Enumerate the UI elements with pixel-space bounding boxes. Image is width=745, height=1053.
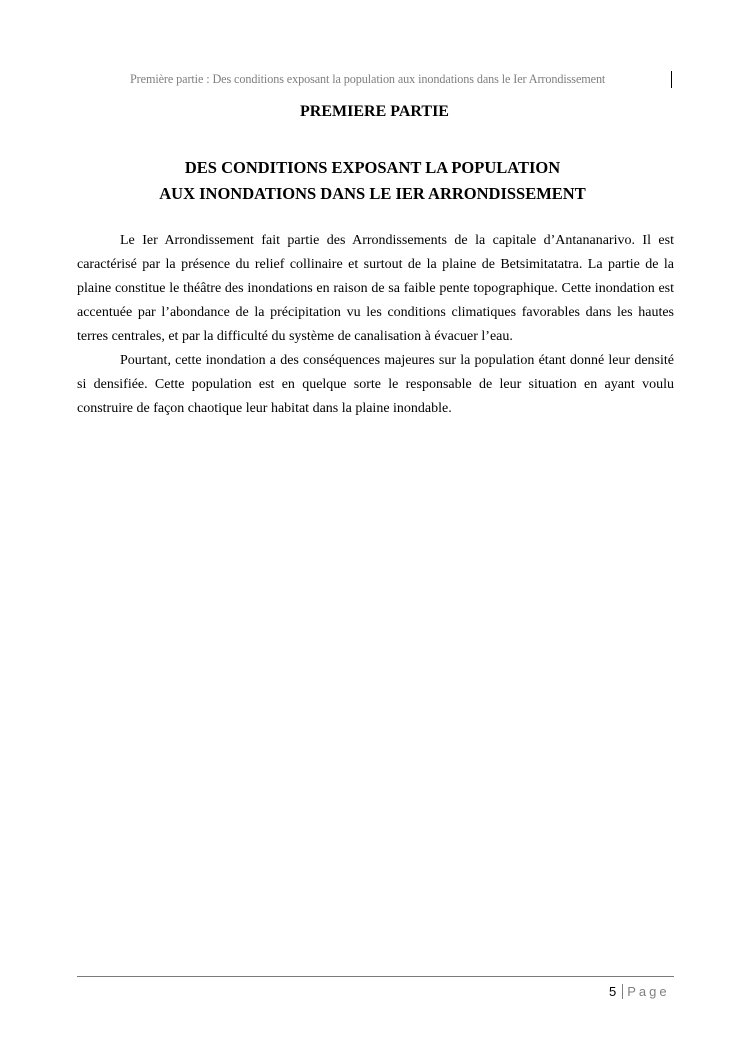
chapter-title: [0, 155, 745, 207]
body-text: [77, 229, 674, 421]
part-title: PREMIERE PARTIE: [300, 103, 449, 120]
paragraph: Pourtant, cette inondation a des conséquences majeures sur la population étant donné leur densité si densifiée. Cette population est en quelque sorte le responsable de leur situation en ayant voulu construire de façon chaotique leur habitat dans la plaine inondable.: [77, 353, 674, 416]
footer-rule: [77, 976, 674, 977]
paragraph: Le Ier Arrondissement fait partie des Arrondissements de la capitale d’Antananarivo. Il est caractérisé par la présence du relief collinaire et surtout de la plaine de Betsimitatatra. La partie de la plaine constitue le théâtre des inondations en raison de sa faible pente topographique. Cette inondation est accentuée par l’abondance de la précipitation vu les conditions climatiques favorables dans les hautes terres centrales, et par la difficulté du système de canalisation à évacuer l’eau.: [77, 233, 674, 344]
header-divider: [671, 71, 672, 88]
running-header: Première partie : Des conditions exposant la population aux inondations dans le Ier Arrondissement: [130, 72, 606, 86]
footer-divider: [622, 984, 623, 999]
page-footer: [609, 982, 670, 1000]
chapter-title-line-1: DES CONDITIONS EXPOSANT LA POPULATION: [184, 158, 561, 177]
chapter-title-line-2: AUX INONDATIONS DANS LE IER ARRONDISSEMENT: [159, 184, 586, 203]
page-label: Page: [627, 983, 670, 999]
page-number: 5: [609, 983, 617, 999]
